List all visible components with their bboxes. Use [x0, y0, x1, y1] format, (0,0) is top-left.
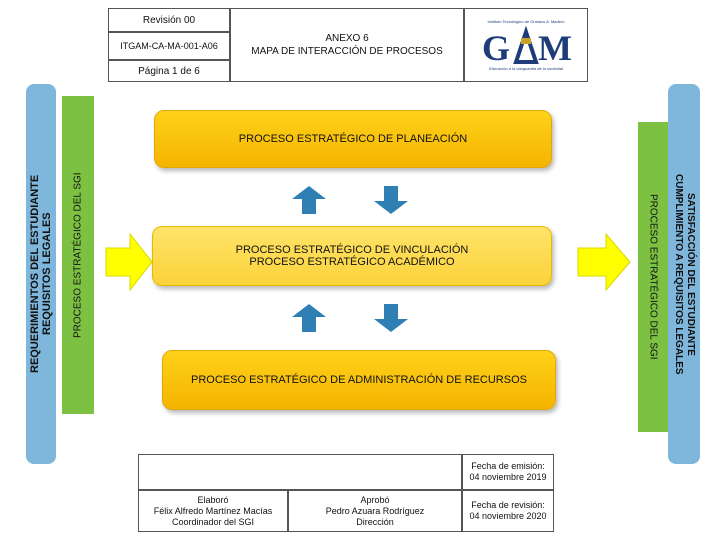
revision-date-cell — [462, 490, 554, 532]
left-requirements-bar: REQUERIMIENTOS DEL ESTUDIANTE REQUISITOS LEGALES — [26, 84, 56, 464]
emision-date: 04 noviembre 2019 — [469, 472, 547, 482]
elaboro-cell — [138, 490, 288, 532]
arrow-down-icon — [374, 304, 408, 332]
right-output-arrow-icon — [576, 232, 632, 292]
arrow-up-icon — [292, 186, 326, 214]
arrow-up-icon — [292, 304, 326, 332]
elaboro-role: Coordinador del SGI — [171, 516, 255, 527]
process-planeacion: PROCESO ESTRATÉGICO DE PLANEACIÓN — [154, 110, 552, 168]
aprobo-cell — [288, 490, 462, 532]
emision-date-cell — [462, 454, 554, 490]
right-satisfaction-bar: SATISFACCIÓN DEL ESTUDIANTE CUMPLIMIENTO A REQUISITOS LEGALES — [668, 84, 700, 464]
aprobo-role: Dirección — [356, 516, 394, 527]
revision-date: 04 noviembre 2020 — [469, 511, 547, 521]
svg-text:G: G — [482, 28, 511, 66]
process-administracion: PROCESO ESTRATÉGICO DE ADMINISTRACIÓN DE RECURSOS — [162, 350, 556, 410]
left-strategic-bar: PROCESO ESTRATÉGICO DEL SGI — [62, 96, 94, 414]
title-line-1: ANEXO 6 — [325, 33, 369, 44]
revision-cell: Revisión 00 — [108, 8, 230, 32]
title-line-2: MAPA DE INTERACCIÓN DE PROCESOS — [251, 46, 443, 57]
left-input-arrow-icon — [104, 232, 154, 292]
logo-bottom-text: Educación a la vanguardia de la sociedad — [488, 66, 564, 71]
elaboro-name: Félix Alfredo Martínez Macías — [153, 505, 273, 516]
logo-cell — [464, 8, 588, 82]
page-number-cell: Página 1 de 6 — [108, 60, 230, 82]
signature-blank-cell — [138, 454, 462, 490]
arrow-down-icon — [374, 186, 408, 214]
process-vinculacion-academico: PROCESO ESTRATÉGICO DE VINCULACIÓN PROCESO ESTRATÉGICO ACADÉMICO — [152, 226, 552, 286]
emision-label: Fecha de emisión: — [471, 461, 545, 471]
revision-label: Fecha de revisión: — [471, 500, 545, 510]
logo-top-text: Instituto Tecnológico de Gustavo A. Madero — [487, 19, 565, 24]
document-title-cell — [230, 8, 464, 82]
svg-text:M: M — [538, 28, 572, 66]
elaboro-label: Elaboró — [197, 494, 229, 505]
aprobo-name: Pedro Azuara Rodríguez — [325, 505, 425, 516]
document-code-cell: ITGAM-CA-MA-001-A06 — [108, 32, 230, 60]
right-strategic-bar: PROCESO ESTRATÉGICO DEL SGI — [638, 122, 668, 432]
aprobo-label: Aprobó — [360, 494, 390, 505]
institution-logo — [476, 24, 576, 66]
